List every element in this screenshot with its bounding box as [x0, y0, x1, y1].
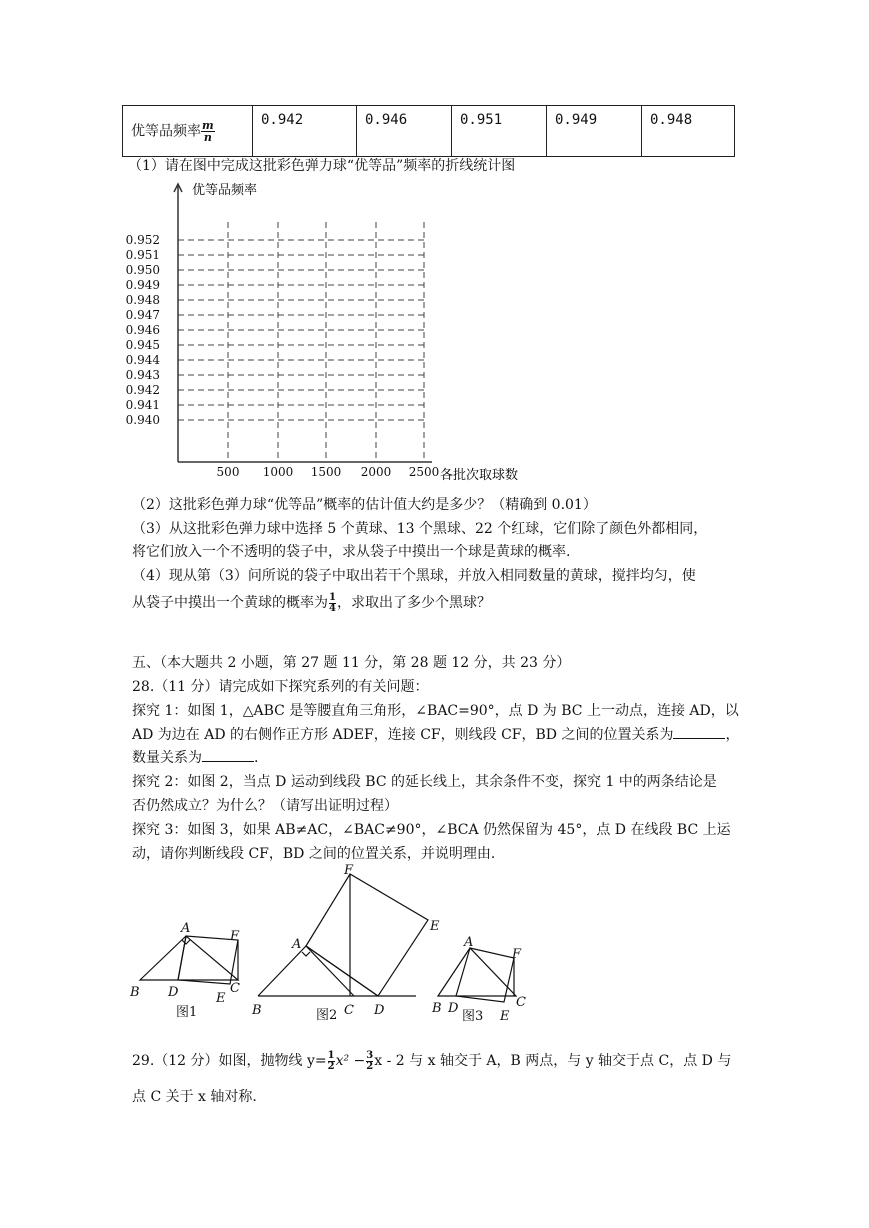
frequency-line-chart: [120, 176, 540, 488]
explore-1-line-3: 数量关系为 .: [132, 747, 258, 767]
x-axis-label: 各批次取球数: [440, 468, 519, 483]
figure-3: [431, 935, 526, 1024]
label-A: A: [464, 935, 474, 950]
problem-28-title: 28.（11 分）请完成如下探究系列的有关问题：: [132, 679, 429, 695]
label-D: D: [448, 1001, 459, 1016]
explore-3-line-1: 探究 3：如图 3，如果 AB≠AC，∠BAC≠90°，∠BCA 仍然保留为 45°，点 D 在线段 BC 上运: [132, 822, 731, 838]
value-cell: 0.948: [642, 106, 735, 157]
one-quarter-fraction: $\frac{1}{4}$: [329, 591, 336, 614]
table-row: [123, 106, 735, 157]
figure-2-caption: 图2: [316, 1008, 338, 1023]
question-1: （1）请在图中完成这批彩色弹力球“优等品”频率的折线统计图: [128, 158, 516, 174]
label-B: B: [252, 1003, 262, 1018]
y-tick-label: 0.944: [125, 353, 160, 367]
explore-1-line-1: 探究 1：如图 1，△ABC 是等腰直角三角形，∠BAC=90°，点 D 为 BC 上一动点，连接 AD，以: [132, 703, 739, 719]
problem-29-line-1: 29.（12 分）如图，抛物线 y= $\frac{1}{2}$ x² − $\frac{3}{2}$ x - 2 与 x 轴交于 A，B 两点，与 y 轴交于点 C，点 D 与: [132, 1049, 732, 1072]
label-F: F: [512, 947, 522, 962]
value-cell: 0.946: [357, 106, 452, 157]
figure-3-caption: 图3: [462, 1009, 484, 1024]
frequency-table: [122, 105, 735, 157]
explore-2-line-1: 探究 2：如图 2，当点 D 运动到线段 BC 的延长线上，其余条件不变，探究 1 中的两条结论是: [132, 774, 717, 790]
m-over-n-fraction: $\frac{m}{n}$: [202, 118, 214, 144]
geometry-figures: [126, 862, 546, 1032]
y-tick-label: 0.951: [125, 248, 160, 262]
y-tick-labels: [126, 233, 161, 427]
value-cell: 0.951: [452, 106, 547, 157]
figure-2: [251, 863, 440, 1023]
question-3-line-2: 将它们放入一个不透明的袋子中，求从袋子中摸出一个球是黄球的概率.: [132, 544, 571, 560]
label-B: B: [130, 985, 140, 1000]
label-B: B: [432, 1001, 442, 1016]
figure-1: [129, 921, 240, 1020]
y-tick-label: 0.940: [125, 413, 160, 427]
explore-2-line-2: 否仍然成立？为什么？（请写出证明过程）: [132, 798, 398, 814]
chart-grid: [178, 222, 424, 462]
y-tick-label: 0.949: [125, 278, 160, 292]
y-tick-label: 0.943: [125, 368, 160, 382]
x-tick-label: 1500: [310, 465, 342, 479]
answer-blank: [673, 724, 725, 739]
three-halves-fraction: $\frac{3}{2}$: [366, 1049, 374, 1072]
y-tick-label: 0.948: [125, 293, 160, 307]
y-tick-label: 0.947: [125, 308, 160, 322]
y-tick-label: 0.946: [125, 323, 160, 337]
row-label-cell: [123, 106, 253, 157]
value-cell: 0.942: [253, 106, 357, 157]
label-C: C: [344, 1003, 354, 1018]
question-3-line-1: （3）从这批彩色弹力球中选择 5 个黄球、13 个黑球、22 个红球，它们除了颜色外都相同，: [132, 521, 708, 537]
y-tick-label: 0.942: [125, 383, 160, 397]
label-D: D: [374, 1003, 385, 1018]
y-tick-label: 0.952: [125, 233, 160, 247]
label-E: E: [430, 919, 440, 934]
explore-3-line-2: 动，请你判断线段 CF，BD 之间的位置关系，并说明理由.: [132, 846, 496, 862]
problem-29-line-2: 点 C 关于 x 轴对称.: [132, 1089, 257, 1105]
y-tick-label: 0.941: [125, 398, 160, 412]
figure-1-caption: 图1: [176, 1005, 198, 1020]
x-tick-label: 1000: [262, 465, 294, 479]
y-tick-label: 0.945: [125, 338, 160, 352]
x-tick-label: 2000: [360, 465, 392, 479]
label-F: F: [230, 929, 240, 944]
x-tick-label: 500: [216, 465, 240, 479]
label-D: D: [168, 985, 179, 1000]
label-C: C: [516, 995, 526, 1010]
section-5-heading: 五、（本大题共 2 小题，第 27 题 11 分，第 28 题 12 分，共 23 分）: [132, 655, 571, 671]
label-E: E: [500, 1009, 510, 1024]
question-2: （2）这批彩色弹力球“优等品”概率的估计值大约是多少？（精确到 0.01）: [132, 497, 597, 513]
half-fraction: $\frac{1}{2}$: [327, 1049, 335, 1072]
label-A: A: [292, 937, 302, 952]
question-4-line-2: 从袋子中摸出一个黄球的概率为 $\frac{1}{4}$ ，求取出了多少个黑球？: [132, 591, 491, 614]
question-4-line-1: （4）现从第（3）问所说的袋子中取出若干个黑球，并放入相同数量的黄球，搅拌均匀，使: [132, 568, 696, 584]
value-cell: 0.949: [547, 106, 642, 157]
answer-blank: [202, 747, 254, 762]
label-E: E: [216, 991, 226, 1006]
row-label: 优等品频率: [131, 123, 201, 139]
label-C: C: [230, 981, 240, 996]
y-tick-label: 0.950: [125, 263, 160, 277]
label-A: A: [181, 921, 191, 936]
y-axis-label: 优等品频率: [192, 183, 258, 198]
label-F: F: [344, 863, 354, 878]
x-tick-label: 2500: [408, 465, 440, 479]
x-tick-labels: [217, 465, 440, 479]
explore-1-line-2: AD 为边在 AD 的右侧作正方形 ADEF，连接 CF，则线段 CF，BD 之间的位置关系为 ，: [132, 724, 739, 744]
